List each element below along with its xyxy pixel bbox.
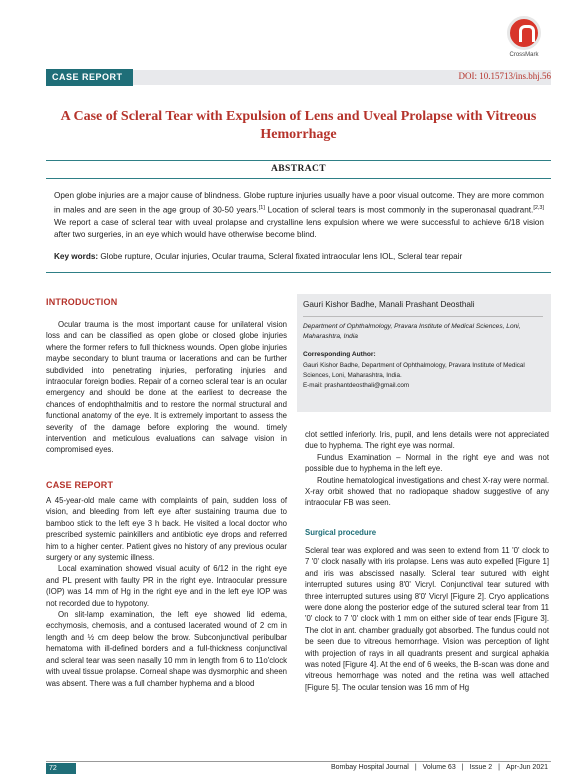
footer-rule <box>46 761 551 762</box>
introduction-heading: INTRODUCTION <box>46 297 118 307</box>
right-paragraph-2: Fundus Examination – Normal in the right eye and was not possible due to hyphema in the left eye. <box>305 452 549 474</box>
abstract-bottom-rule <box>46 272 551 273</box>
journal-name: Bombay Hospital Journal <box>330 764 409 771</box>
keywords <box>54 252 544 261</box>
abstract-top-rule <box>46 160 551 161</box>
surgical-paragraph: Scleral tear was explored and was seen to extend from 11 '0' clock to 7 '0' clock nasally with iris prolapse. Lens was auto expelled [Figure 1] and iris was abscissed nasally. Scleral tear sutured with eight interrupted sutures using 8'0' Vicryl. Conjunctival tear sutured with three interrupted sutures using 8'0' Vicryl [Figure 2]. Cryo applications were done along the posterior edge of the sutured scleral tear from 11 '0' clock to 7 '0' clock with 1 mm on either side of tear ends [Figure 3]. The clot in ant. chamber gradually got absorbed. The fundus could not be seen due to vitreous hemorrhage. Vision was perception of light with projection of rays in all quadrants present and surgical aphakia was noted [Figure 4]. At the end of 6 weeks, the B-scan was done and vitreous hemorrhage was noted and the retina was well attached [Figure 5]. The ocular tension was 16 mm of Hg <box>305 546 549 692</box>
citation-2[interactable]: [2,3] <box>533 205 545 212</box>
citation-1[interactable]: [1] <box>258 205 265 212</box>
abstract-heading: ABSTRACT <box>271 164 326 174</box>
article-type-badge: CASE REPORT <box>46 69 133 86</box>
footer-separator: | <box>414 764 417 771</box>
surgical-procedure-heading: Surgical procedure <box>305 528 377 537</box>
article-title: A Case of Scleral Tear with Expulsion of Lens and Uveal Prolapse with Vitreous Hemorrhage <box>60 109 537 142</box>
crossmark-label: CrossMark <box>509 52 539 58</box>
corresponding-author-details <box>303 361 543 392</box>
journal-issue: Issue 2 <box>469 764 493 771</box>
case-paragraph-2: Local examination showed visual acuity of 6/12 in the right eye and PL present with faulty PR in the right eye. Intraocular pressure (IOP) was 14 mm of Hg in the right eye and in the left eye IOP was not recorded due to hypotony. <box>46 564 287 608</box>
keywords-label: Key words: <box>54 252 99 261</box>
page-number: 72 <box>46 763 76 774</box>
right-paragraph-1: clot settled inferiorly. Iris, pupil, and lens details were not appreciated due to hyphema. The right eye was normal. <box>305 430 549 451</box>
introduction-text <box>46 319 287 456</box>
corresponding-author-address: Gauri Kishor Badhe, Department of Ophthalmology, Pravara Institute of Medical Sciences, Loni, Maharashtra, India. <box>303 362 525 380</box>
author-separator <box>303 316 543 317</box>
intro-paragraph: Ocular trauma is the most important cause for unilateral vision loss and can be classified as open globe or closed globe injuries where the former refers to full thickness wounds. Open globe injuries maybe secondary to blunt trauma or lacerations and can be further subdivided into penetrating injuries, perforating injuries and intraocular foreign bodies. Repair of a corneo scleral tear is an ocular emergency and should be done at the earliest to decrease the chances of endophthalmitis and to restore the normal structural and functional anatomy of the eye. It is extremely important to assess the severity of the damage before exploring the wound. timely intervention and meticulous evaluations can salvage vision in compromised eyes. <box>46 320 287 455</box>
case-paragraph-1: A 45-year-old male came with complaints of pain, sudden loss of vision, and bleeding from left eye after sustaining trauma due to bamboo stick to the left eye 3 h back. He visited a local doctor who prescribed systemic painkillers and antibiotic eye drops and referred him to a higher center. Patient gives no history of any previous ocular surgery or any systemic illness. <box>46 496 287 563</box>
crossmark-logo[interactable] <box>506 16 542 58</box>
doi-link[interactable]: DOI: 10.15713/ins.bhj.56 <box>458 71 551 81</box>
surgical-procedure-text <box>305 545 549 693</box>
abstract-text: Open globe injuries are a major cause of blindness. Globe rupture injuries usually have a poor visual outcome. They are more common in males and are seen in the age group of 30-50 years.[1] Location of scleral tears is most commonly in the superonasal quadrant.[2,3] We report a case of scleral tear with uveal prolapse and crystalline lens expulsion where we were successful to achieve 6/18 vision after two surgeries, in an eye which would have otherwise become blind. <box>54 191 545 240</box>
corresponding-author-email[interactable]: E-mail: prashantdeosthali@gmail.com <box>303 382 410 390</box>
footer-separator: | <box>461 764 464 771</box>
footer-journal-info <box>328 764 551 771</box>
journal-volume: Volume 63 <box>422 764 456 771</box>
footer-separator: | <box>498 764 500 771</box>
case-report-text <box>46 495 287 689</box>
right-column-text <box>305 429 549 509</box>
crossmark-icon <box>507 16 541 50</box>
abstract-heading-rule <box>46 178 551 179</box>
case-paragraph-3: On slit-lamp examination, the left eye showed lid edema, ecchymosis, chemosis, and a contused lacerated wound of 2 cm in length and ½ cm deep below the brow. Subconjunctival peribulbar hematoma with ill-defined borders and a full-thickness conjunctival and scleral tear was seen nasally 10 mm in length from 6 to 11o'clock with uveal tissue prolapse. Corneal shape was dysmorphic and sheen was absent. There was a full chamber hyphema and a blood <box>46 610 287 688</box>
journal-date: Apr-Jun 2021 <box>505 764 548 771</box>
corresponding-author-label: Corresponding Author: <box>303 351 376 358</box>
case-report-heading: CASE REPORT <box>46 480 114 490</box>
right-paragraph-3: Routine hematological investigations and chest X-ray were normal. X-ray orbit showed that no radiopaque shadow suggestive of any intraocular FB was seen. <box>305 475 549 508</box>
author-affiliation: Department of Ophthalmology, Pravara Institute of Medical Sciences, Loni, Maharashtra, India <box>303 323 521 340</box>
keywords-text: Globe rupture, Ocular injuries, Ocular trauma, Scleral fixated intraocular lens IOL, Scleral tear repair <box>98 252 463 261</box>
author-names: Gauri Kishor Badhe, Manali Prashant Deosthali <box>303 300 475 309</box>
